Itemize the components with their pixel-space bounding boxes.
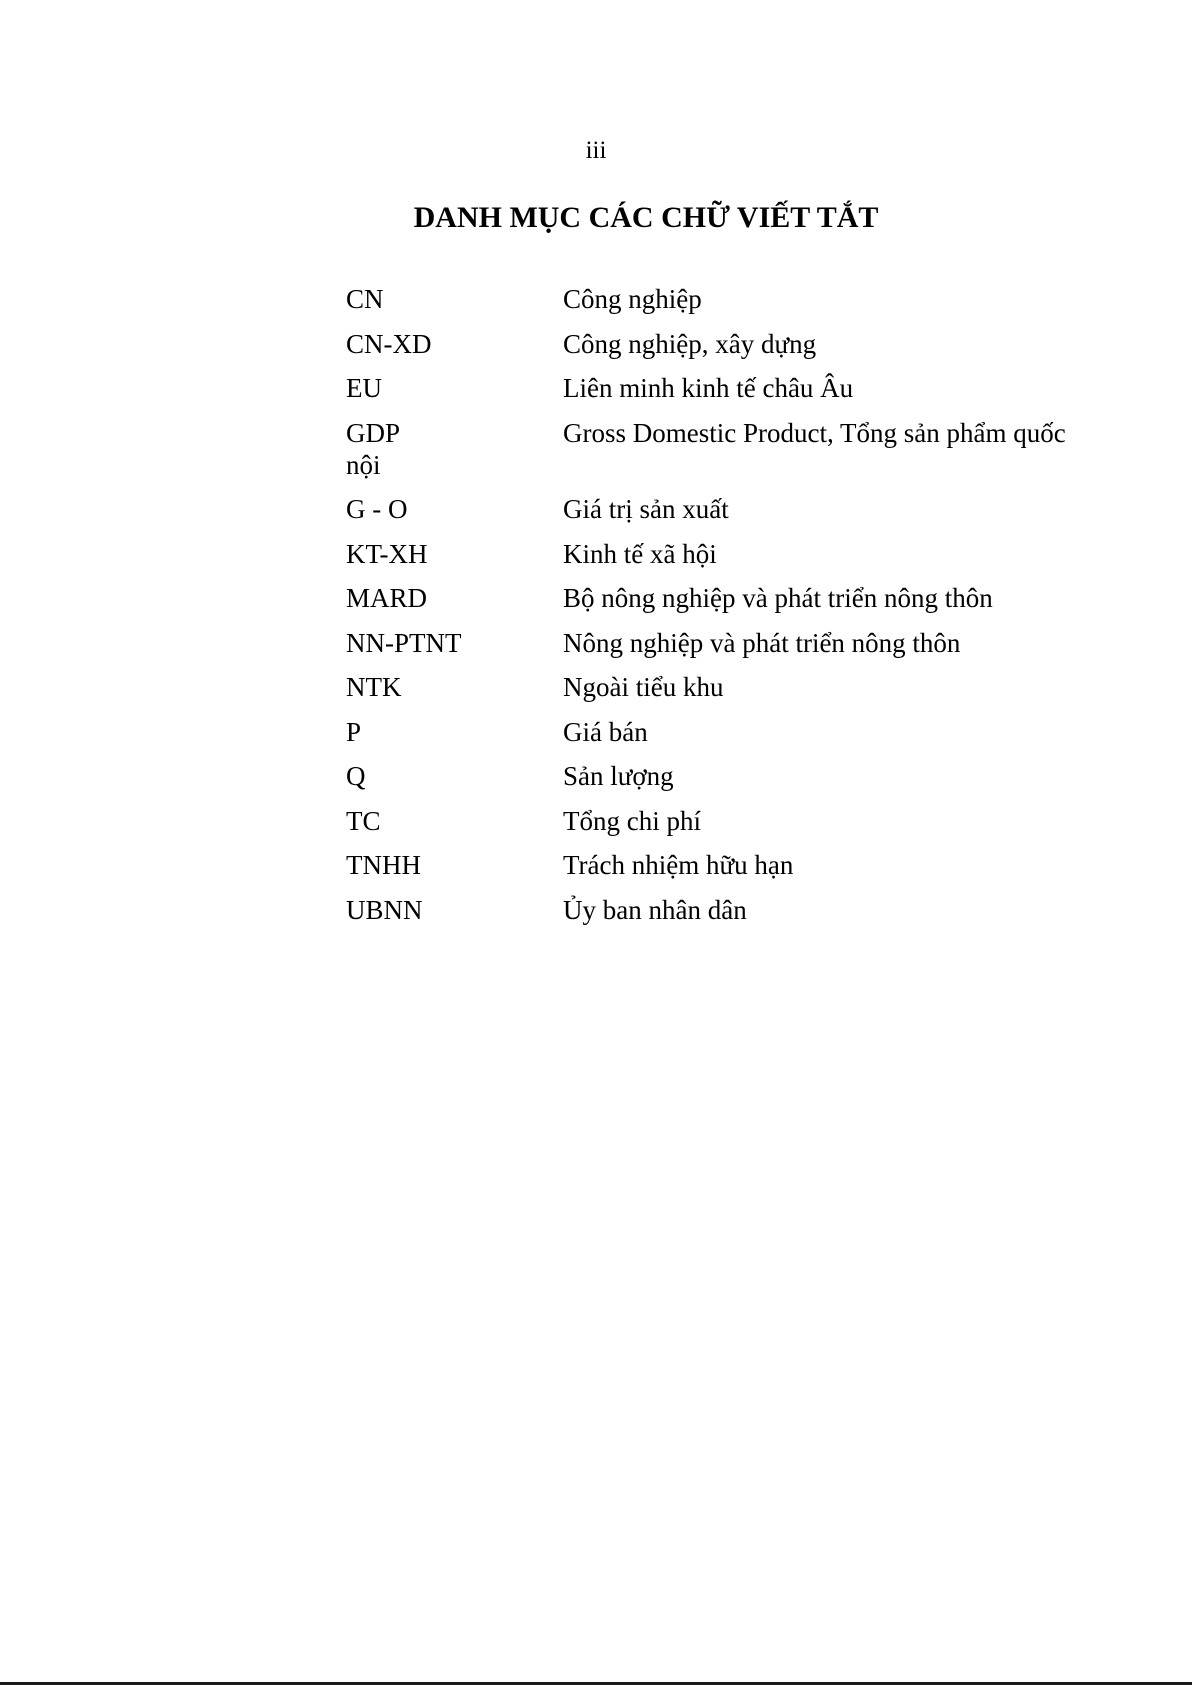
page-title: DANH MỤC CÁC CHỮ VIẾT TẮT — [413, 201, 879, 234]
abbreviation-definition: Nông nghiệp và phát triển nông thôn — [563, 627, 961, 658]
abbreviation-definition: Giá trị sản xuất — [563, 494, 729, 524]
abbreviation-row — [346, 849, 1066, 881]
abbreviation-term: TC — [346, 805, 381, 836]
abbreviation-list — [346, 283, 1066, 938]
abbreviation-definition: Giá bán — [563, 716, 648, 747]
abbreviation-term: MARD — [346, 583, 428, 613]
abbreviation-term: TNHH — [346, 850, 421, 880]
abbreviation-row — [346, 894, 1066, 926]
abbreviation-definition: Trách nhiệm hữu hạn — [563, 850, 794, 880]
abbreviation-term: NTK — [346, 672, 402, 702]
abbreviation-definition: Ngoài tiểu khu — [563, 672, 724, 702]
abbreviation-definition: Sản lượng — [563, 761, 674, 791]
abbreviation-definition: Liên minh kinh tế châu Âu — [563, 373, 854, 403]
abbreviation-definition: Tổng chi phí — [563, 805, 701, 836]
abbreviation-definition: Gross Domestic Product, Tổng sản phẩm quốc nội — [346, 417, 1066, 480]
abbreviation-row — [346, 372, 1066, 404]
abbreviation-row — [346, 417, 1066, 481]
abbreviation-term: KT-XH — [346, 538, 428, 569]
abbreviation-row — [346, 627, 1066, 659]
abbreviation-definition: Công nghiệp — [563, 284, 702, 314]
abbreviation-term: P — [346, 716, 362, 747]
abbreviation-row — [346, 716, 1066, 748]
abbreviation-row — [346, 760, 1066, 792]
abbreviation-term: UBNN — [346, 894, 423, 925]
abbreviation-row — [346, 328, 1066, 360]
abbreviation-row — [346, 538, 1066, 570]
abbreviation-row — [346, 582, 1066, 614]
abbreviation-definition: Ủy ban nhân dân — [563, 894, 747, 925]
abbreviation-definition: Kinh tế xã hội — [563, 538, 717, 569]
abbreviation-definition: Bộ nông nghiệp và phát triển nông thôn — [563, 583, 993, 613]
abbreviation-term: EU — [346, 373, 382, 403]
abbreviation-row — [346, 283, 1066, 315]
abbreviation-row — [346, 805, 1066, 837]
page-number: iii — [585, 137, 607, 164]
abbreviation-term: GDP — [346, 417, 401, 448]
abbreviation-row — [346, 671, 1066, 703]
abbreviation-term: Q — [346, 761, 366, 791]
abbreviation-definition: Công nghiệp, xây dựng — [563, 328, 817, 359]
abbreviation-term: CN — [346, 284, 384, 314]
abbreviation-term: CN-XD — [346, 328, 432, 359]
abbreviation-term: NN-PTNT — [346, 627, 462, 658]
abbreviation-term: G - O — [346, 494, 408, 524]
abbreviation-row — [346, 493, 1066, 525]
